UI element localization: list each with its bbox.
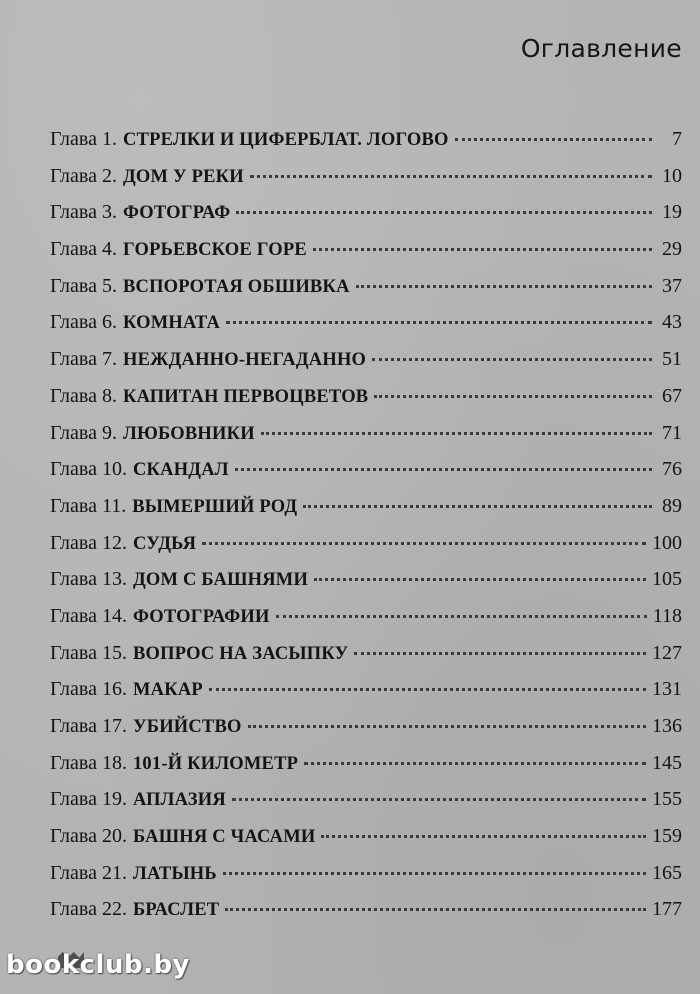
dot-leader xyxy=(225,908,646,911)
page-number: 105 xyxy=(652,568,682,591)
chapter-number: Глава 11. xyxy=(50,494,127,517)
chapter-title: ЛЮБОВНИКИ xyxy=(122,423,255,444)
dot-leader xyxy=(232,798,646,801)
chapter-title: ФОТОГРАФ xyxy=(122,203,231,224)
chapter-title: БРАСЛЕТ xyxy=(132,900,220,921)
dot-leader xyxy=(236,211,652,214)
toc-entry xyxy=(50,568,682,605)
toc-entry xyxy=(50,532,682,569)
chapter-title: СУДЬЯ xyxy=(132,533,197,554)
chapter-title: СТРЕЛКИ И ЦИФЕРБЛАТ. ЛОГОВО xyxy=(122,130,449,150)
toc-entry xyxy=(50,165,682,202)
dot-leader xyxy=(235,468,652,471)
toc-entry xyxy=(50,385,682,422)
chapter-title: БАШНЯ С ЧАСАМИ xyxy=(132,827,316,848)
dot-leader xyxy=(455,138,652,141)
toc-entry xyxy=(50,825,682,862)
toc-entry xyxy=(50,458,682,495)
page-number: 19 xyxy=(662,201,682,224)
chapter-title: ЛАТЫНЬ xyxy=(132,863,217,884)
dot-leader xyxy=(314,578,646,581)
chapter-number: Глава 19. xyxy=(50,788,127,811)
page-number: 155 xyxy=(652,788,682,811)
dot-leader xyxy=(223,872,646,875)
chapter-number: Глава 13. xyxy=(50,568,127,591)
chapter-number: Глава 21. xyxy=(50,861,127,884)
chapter-number: Глава 16. xyxy=(50,678,127,701)
chapter-number: Глава 22. xyxy=(50,898,127,921)
toc-entry xyxy=(50,605,682,642)
dot-leader xyxy=(226,321,652,324)
table-of-contents xyxy=(50,128,682,935)
page-number: 145 xyxy=(652,751,682,774)
chapter-title: ВЫМЕРШИЙ РОД xyxy=(132,496,298,517)
dot-leader xyxy=(313,248,652,251)
toc-entry xyxy=(50,862,682,899)
page-number: 43 xyxy=(662,311,682,334)
chapter-number: Глава 6. xyxy=(50,311,117,334)
dot-leader xyxy=(250,175,652,178)
dot-leader xyxy=(304,762,646,765)
page-number: 136 xyxy=(652,715,682,737)
toc-entry xyxy=(50,678,682,715)
page-number: 159 xyxy=(652,825,682,848)
page-number: 89 xyxy=(662,494,682,517)
toc-entry xyxy=(50,788,682,825)
toc-entry xyxy=(50,495,682,532)
page-title: Оглавление xyxy=(520,34,682,63)
chapter-title: КАПИТАН ПЕРВОЦВЕТОВ xyxy=(122,386,369,407)
dot-leader xyxy=(209,688,646,691)
dot-leader xyxy=(248,725,646,728)
dot-leader xyxy=(303,505,652,508)
toc-entry xyxy=(50,348,682,385)
chapter-number: Глава 12. xyxy=(50,531,127,554)
page-number: 51 xyxy=(662,348,682,371)
chapter-title: ГОРЬЕВСКОЕ ГОРЕ xyxy=(122,240,307,261)
page-number: 37 xyxy=(662,274,682,297)
chapter-number: Глава 10. xyxy=(50,458,127,481)
chapter-number: Глава 4. xyxy=(50,238,117,261)
chapter-title: 101-Й КИЛОМЕТР xyxy=(132,753,299,774)
page-number: 71 xyxy=(662,421,682,444)
chapter-number: Глава 5. xyxy=(50,274,117,297)
page-number: 127 xyxy=(652,641,682,664)
page-number: 29 xyxy=(662,238,682,261)
chapter-number: Глава 20. xyxy=(50,825,127,848)
toc-entry xyxy=(50,642,682,679)
toc-entry xyxy=(50,752,682,789)
chapter-title: ВОПРОС НА ЗАСЫПКУ xyxy=(132,643,349,664)
chapter-title: ФОТОГРАФИИ xyxy=(132,606,270,627)
page-number: 165 xyxy=(652,861,682,884)
page-number: 76 xyxy=(662,458,682,481)
chapter-number: Глава 7. xyxy=(50,348,117,371)
chapter-title: МАКАР xyxy=(132,680,203,701)
chapter-title: УБИЙСТВО xyxy=(132,717,242,737)
page-number: 118 xyxy=(652,604,682,627)
dot-leader xyxy=(374,395,652,398)
toc-entry xyxy=(50,238,682,275)
toc-entry xyxy=(50,311,682,348)
chapter-number: Глава 18. xyxy=(50,751,127,774)
dot-leader xyxy=(321,835,646,838)
toc-entry xyxy=(50,715,682,752)
dot-leader xyxy=(372,358,652,361)
chapter-number: Глава 15. xyxy=(50,641,127,664)
dot-leader xyxy=(261,432,652,435)
page-number: 7 xyxy=(672,128,682,150)
dot-leader xyxy=(356,285,652,288)
chapter-number: Глава 17. xyxy=(50,715,127,737)
chapter-number: Глава 2. xyxy=(50,164,117,187)
watermark: bookclub.by xyxy=(6,950,191,980)
chapter-title: КОМНАТА xyxy=(122,313,221,334)
chapter-title: АПЛАЗИЯ xyxy=(132,790,226,811)
dot-leader xyxy=(276,615,647,618)
toc-entry xyxy=(50,201,682,238)
chapter-title: ВСПОРОТАЯ ОБШИВКА xyxy=(122,276,350,297)
page-number: 10 xyxy=(662,164,682,187)
chapter-number: Глава 14. xyxy=(50,604,127,627)
toc-entry xyxy=(50,422,682,459)
chapter-number: Глава 9. xyxy=(50,421,117,444)
chapter-title: ДОМ У РЕКИ xyxy=(122,166,244,187)
page-number: 177 xyxy=(652,898,682,921)
toc-entry xyxy=(50,128,682,165)
toc-entry xyxy=(50,275,682,312)
chapter-number: Глава 3. xyxy=(50,201,117,224)
page-number: 100 xyxy=(652,531,682,554)
page-number: 131 xyxy=(652,678,682,701)
chapter-number: Глава 1. xyxy=(50,128,117,150)
dot-leader xyxy=(354,652,646,655)
chapter-title: ДОМ С БАШНЯМИ xyxy=(132,570,309,591)
chapter-number: Глава 8. xyxy=(50,384,117,407)
page-number: 67 xyxy=(662,384,682,407)
dot-leader xyxy=(202,542,646,545)
chapter-title: СКАНДАЛ xyxy=(132,460,229,481)
chapter-title: НЕЖДАННО-НЕГАДАННО xyxy=(122,350,367,371)
toc-entry xyxy=(50,898,682,935)
